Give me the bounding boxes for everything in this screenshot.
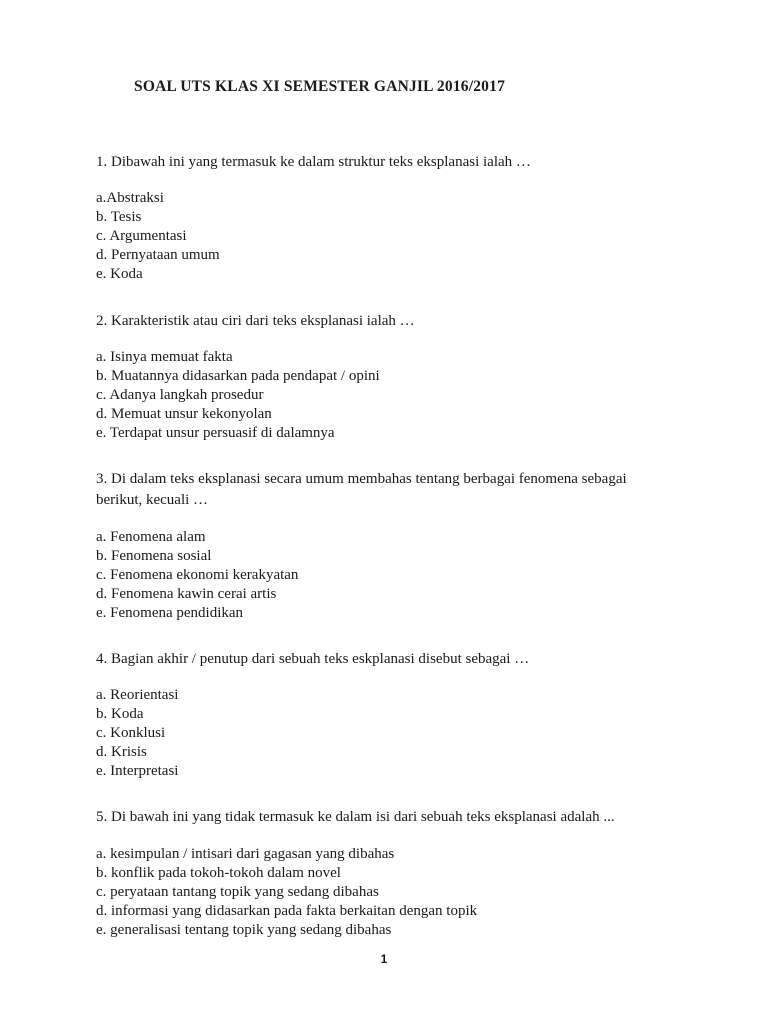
option-list [96, 189, 672, 284]
page-number: 1 [380, 954, 388, 966]
list-item: e. Terdapat unsur persuasif di dalamnya [96, 425, 335, 442]
list-item: a. kesimpulan / intisari dari gagasan yang dibahas [96, 845, 395, 862]
list-item: e. Fenomena pendidikan [96, 604, 244, 621]
list-item: d. Krisis [96, 744, 147, 761]
list-item: c. Fenomena ekonomi kerakyatan [96, 566, 299, 583]
question-text: 2. Karakteristik atau ciri dari teks eksplanasi ialah … [96, 312, 415, 329]
question-item [96, 469, 672, 623]
list-item: a. Isinya memuat fakta [96, 348, 233, 365]
list-item: a. Reorientasi [96, 687, 179, 704]
list-item: d. informasi yang didasarkan pada fakta berkaitan dengan topik [96, 902, 478, 919]
list-item: b. Fenomena sosial [96, 547, 212, 564]
question-text: 3. Di dalam teks eksplanasi secara umum membahas tentang berbagai fenomena sebagai berikut, kecuali … [96, 471, 627, 509]
list-item: b. Tesis [96, 209, 142, 226]
question-text: 5. Di bawah ini yang tidak termasuk ke dalam isi dari sebuah teks eksplanasi adalah ... [96, 809, 615, 826]
list-item: e. Interpretasi [96, 763, 179, 780]
list-item: d. Fenomena kawin cerai artis [96, 585, 277, 602]
list-item: d. Pernyataan umum [96, 247, 220, 264]
question-item [96, 311, 672, 444]
list-item: e. generalisasi tentang topik yang sedang dibahas [96, 921, 392, 938]
list-item: e. Koda [96, 266, 143, 283]
list-item: c. Adanya langkah prosedur [96, 386, 264, 403]
list-item: d. Memuat unsur kekonyolan [96, 405, 272, 422]
list-item: a. Fenomena alam [96, 528, 206, 545]
question-text: 4. Bagian akhir / penutup dari sebuah teks eskplanasi disebut sebagai … [96, 650, 530, 667]
list-item: b. Koda [96, 706, 144, 723]
option-list [96, 528, 672, 623]
question-item [96, 807, 672, 940]
page-title: SOAL UTS KLAS XI SEMESTER GANJIL 2016/2017 [134, 78, 506, 95]
list-item: c. Konklusi [96, 725, 166, 742]
question-text: 1. Dibawah ini yang termasuk ke dalam struktur teks eksplanasi ialah … [96, 154, 531, 170]
option-list [96, 348, 672, 443]
list-item: b. konflik pada tokoh-tokoh dalam novel [96, 864, 341, 881]
list-item: a.Abstraksi [96, 190, 164, 207]
question-item [96, 649, 672, 782]
option-list [96, 686, 672, 781]
list-item: c. peryataan tantang topik yang sedang dibahas [96, 883, 379, 900]
list-item: b. Muatannya didasarkan pada pendapat / opini [96, 367, 380, 384]
question-item [96, 152, 672, 285]
option-list [96, 845, 672, 940]
list-item: c. Argumentasi [96, 228, 187, 245]
